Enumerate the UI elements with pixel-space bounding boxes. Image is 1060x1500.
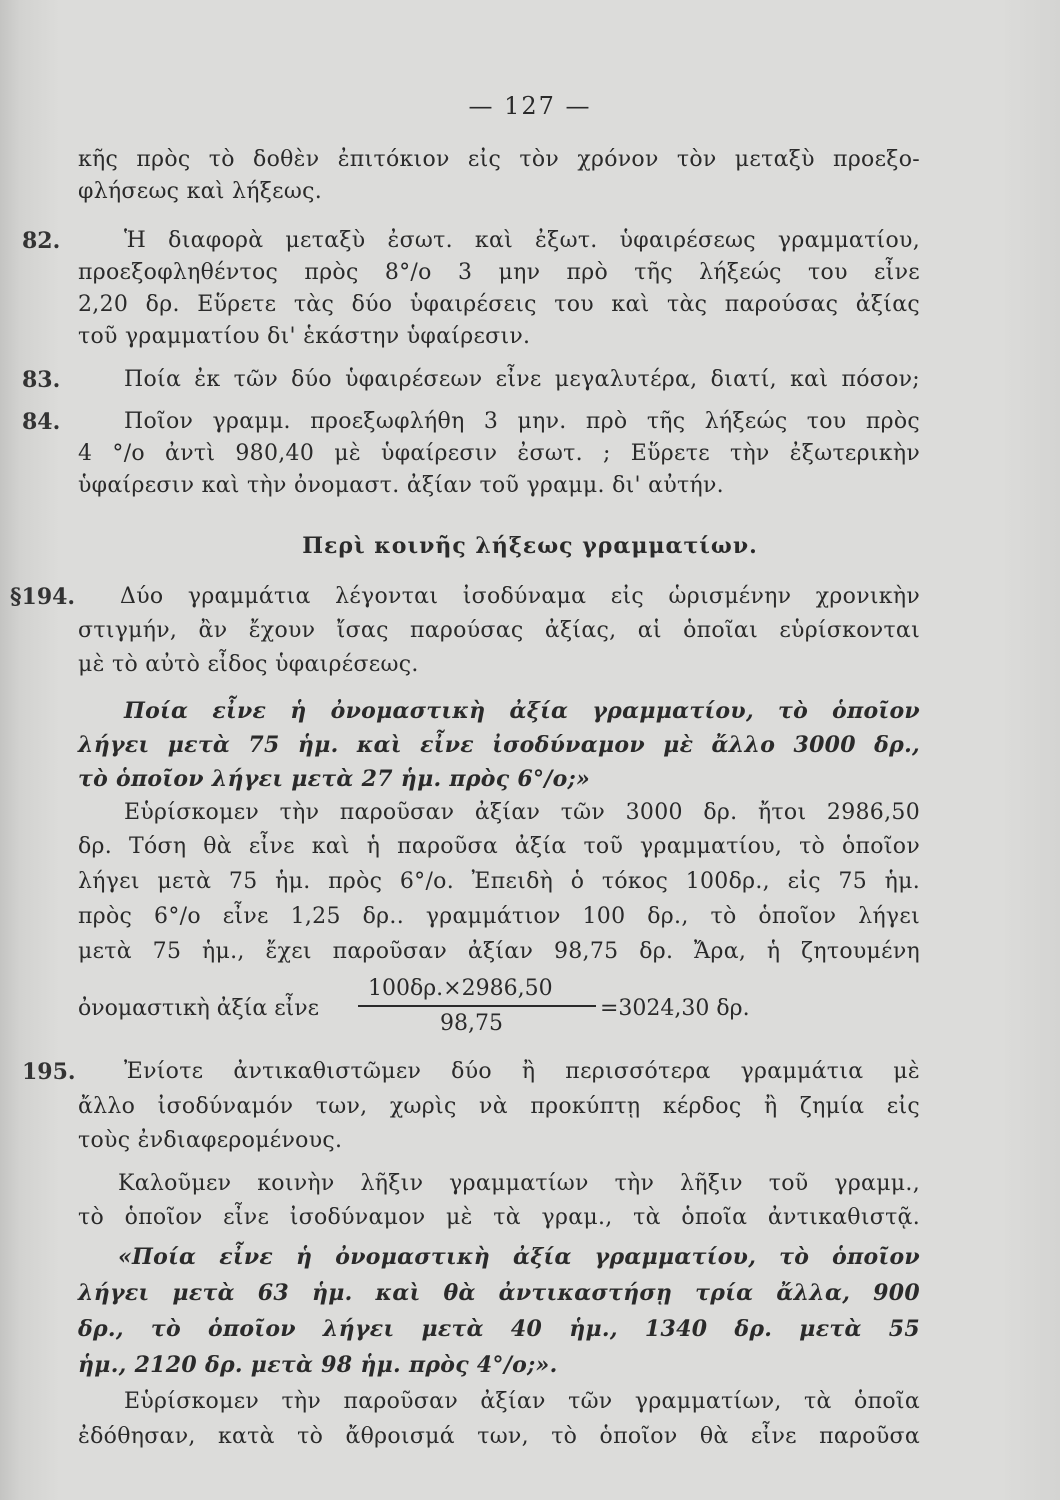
text-line: στιγμήν, ἂν ἔχουν ἴσας παρούσας ἀξίας, αἱ ὁποῖαι εὑρίσκονται bbox=[78, 618, 920, 643]
text-line: προεξοφληθέντος πρὸς 8°/ο 3 μην πρὸ τῆς λήξεώς του εἶνε bbox=[78, 260, 920, 285]
text-line: Ποία ἐκ τῶν δύο ὑφαιρέσεων εἶνε μεγαλυτέρα, διατί, καὶ πόσον; bbox=[124, 367, 920, 392]
italic-line: τὸ ὁποῖον λήγει μετὰ 27 ἡμ. πρὸς 6°/ο;» bbox=[78, 766, 591, 792]
text-line: 4 °/ο ἀντὶ 980,40 μὲ ὑφαίρεσιν ἐσωτ. ; Εὕρετε τὴν ἐξωτερικὴν bbox=[78, 441, 920, 466]
text-line: τοὺς ἐνδιαφερομένους. bbox=[78, 1128, 343, 1153]
exercise-number: 82. bbox=[22, 228, 61, 254]
formula-result: =3024,30 δρ. bbox=[600, 996, 750, 1021]
formula-denominator: 98,75 bbox=[440, 1011, 503, 1036]
formula-numerator: 100δρ.×2986,50 bbox=[368, 976, 553, 1001]
fraction-bar bbox=[358, 1005, 596, 1007]
text-line: πρὸς 6°/ο εἶνε 1,25 δρ.. γραμμάτιον 100 δρ., τὸ ὁποῖον λήγει bbox=[78, 904, 920, 929]
section-heading: Περὶ κοινῆς λήξεως γραμματίων. bbox=[302, 533, 758, 559]
text-line: δρ. Τόση θὰ εἶνε καὶ ἡ παροῦσα ἀξία τοῦ γραμματίου, τὸ ὁποῖον bbox=[78, 834, 920, 859]
text-line: ἄλλο ἰσοδύναμόν των, χωρὶς νὰ προκύπτῃ κέρδος ἢ ζημία εἰς bbox=[78, 1094, 920, 1119]
page-number: — 127 — bbox=[468, 92, 592, 120]
text-line: Καλοῦμεν κοινὴν λῆξιν γραμματίων τὴν λῆξιν τοῦ γραμμ., bbox=[118, 1171, 920, 1196]
italic-line: «Ποία εἶνε ἡ ὀνομαστικὴ ἀξία γραμματίου, τὸ ὁποῖον bbox=[118, 1244, 920, 1270]
text-line: ὑφαίρεσιν καὶ τὴν ὀνομαστ. ἀξίαν τοῦ γραμμ. δι' αὐτήν. bbox=[78, 473, 724, 498]
text-line: ἐδόθησαν, κατὰ τὸ ἄθροισμά των, τὸ ὁποῖον θὰ εἶνε παροῦσα bbox=[78, 1424, 920, 1449]
exercise-number: 83. bbox=[22, 367, 61, 393]
text-line: τὸ ὁποῖον εἶνε ἰσοδύναμον μὲ τὰ γραμ., τὰ ὁποῖα ἀντικαθιστᾷ. bbox=[78, 1205, 920, 1230]
italic-line: λήγει μετὰ 63 ἡμ. καὶ θὰ ἀντικαστήσῃ τρία ἄλλα, 900 bbox=[78, 1280, 920, 1306]
exercise-number: 84. bbox=[22, 409, 61, 435]
text-line: Εὑρίσκομεν τὴν παροῦσαν ἀξίαν τῶν γραμματίων, τὰ ὁποῖα bbox=[124, 1389, 920, 1414]
text-line: κῆς πρὸς τὸ δοθὲν ἐπιτόκιον εἰς τὸν χρόνον τὸν μεταξὺ προεξο- bbox=[78, 147, 920, 172]
italic-line: Ποία εἶνε ἡ ὀνομαστικὴ ἀξία γραμματίου, τὸ ὁποῖον bbox=[124, 698, 920, 724]
text-line: Δύο γραμμάτια λέγονται ἰσοδύναμα εἰς ὡρισμένην χρονικὴν bbox=[120, 584, 920, 609]
section-number: 195. bbox=[22, 1059, 76, 1085]
italic-line: ἡμ., 2120 δρ. μετὰ 98 ἡμ. πρὸς 4°/ο;». bbox=[78, 1352, 558, 1378]
text-line: μὲ τὸ αὐτὸ εἶδος ὑφαιρέσεως. bbox=[78, 652, 419, 677]
text-line: Ἡ διαφορὰ μεταξὺ ἐσωτ. καὶ ἐξωτ. ὑφαιρέσεως γραμματίου, bbox=[124, 228, 920, 253]
italic-line: δρ., τὸ ὁποῖον λήγει μετὰ 40 ἡμ., 1340 δρ. μετὰ 55 bbox=[78, 1316, 920, 1342]
italic-line: λήγει μετὰ 75 ἡμ. καὶ εἶνε ἰσοδύναμον μὲ ἄλλο 3000 δρ., bbox=[78, 732, 920, 758]
section-number: §194. bbox=[10, 584, 76, 610]
text-line: Ποῖον γραμμ. προεξωφλήθη 3 μην. πρὸ τῆς λήξεώς του πρὸς bbox=[124, 409, 920, 434]
text-line: τοῦ γραμματίου δι' ἑκάστην ὑφαίρεσιν. bbox=[78, 324, 531, 349]
text-line: λήγει μετὰ 75 ἡμ. πρὸς 6°/ο. Ἐπειδὴ ὁ τόκος 100δρ., εἰς 75 ἡμ. bbox=[78, 869, 920, 894]
text-line: μετὰ 75 ἡμ., ἔχει παροῦσαν ἀξίαν 98,75 δρ. Ἄρα, ἡ ζητουμένη bbox=[78, 939, 920, 964]
text-line: 2,20 δρ. Εὕρετε τὰς δύο ὑφαιρέσεις του καὶ τὰς παρούσας ἀξίας bbox=[78, 292, 920, 317]
text-line: Εὑρίσκομεν τὴν παροῦσαν ἀξίαν τῶν 3000 δρ. ἤτοι 2986,50 bbox=[124, 800, 920, 825]
text-line: Ἐνίοτε ἀντικαθιστῶμεν δύο ἢ περισσότερα γραμμάτια μὲ bbox=[124, 1059, 920, 1084]
text-line: φλήσεως καὶ λήξεως. bbox=[78, 179, 323, 204]
formula-prefix: ὀνομαστικὴ ἀξία εἶνε bbox=[78, 996, 320, 1021]
